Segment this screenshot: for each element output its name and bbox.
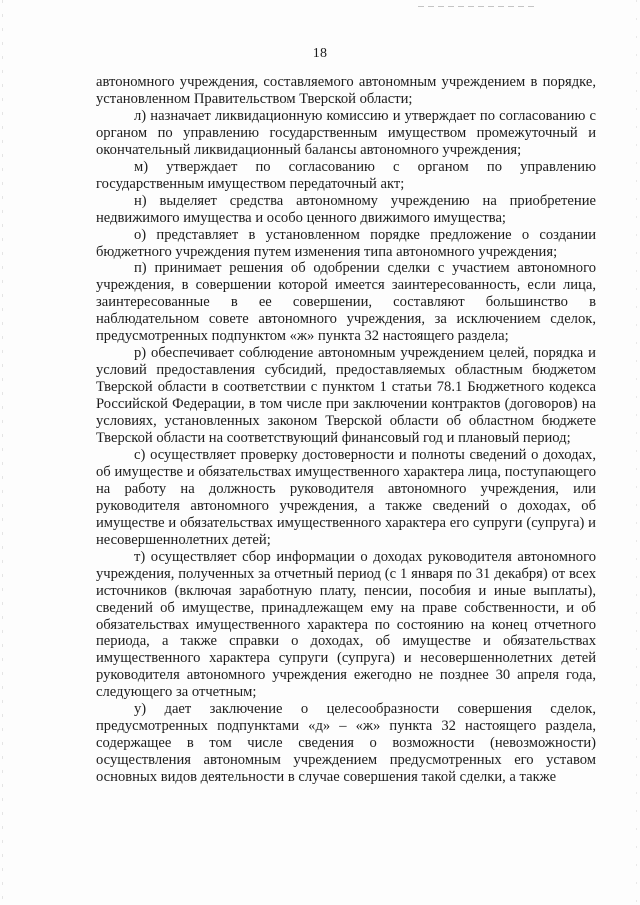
paragraph-l: л) назначает ликвидационную комиссию и утверждает по согласованию с органом по управлению государственным имуществом промежуточный и окончательный ликвидационный балансы автономного учреждения;	[96, 107, 596, 158]
paragraph-r: р) обеспечивает соблюдение автономным учреждением целей, порядка и условий предоставления субсидий, предоставляемых областным бюджетом Тверской области в соответствии с пунктом 1 статьи 78.1 Бюджетного кодекса Российской Федерации, в том числе при заключении контрактов (договоров) на условиях, установленных законом Тверской области об областном бюджете Тверской области на соответствующий финансовый год и плановый период;	[96, 345, 596, 447]
paragraph-u: у) дает заключение о целесообразности совершения сделок, предусмотренных подпунктами «д» – «ж» пункта 32 настоящего раздела, содержащее в том числе сведения о возможности (невозможности) осуществления автономным учреждением предусмотренных его уставом основных видов деятельности в случае совершения такой сделки, а также	[96, 701, 596, 786]
paragraph-s: с) осуществляет проверку достоверности и полноты сведений о доходах, об имуществе и обязательствах имущественного характера лица, поступающего на работу на должность руководителя автономного учреждения, или руководителя автономного учреждения, а также сведений о доходах, об имуществе и обязательствах имущественного характера его супруги (супруга) и несовершеннолетних детей;	[96, 446, 596, 548]
paragraph-m: м) утверждает по согласованию с органом по управлению государственным имуществом передаточный акт;	[96, 158, 596, 192]
paragraph-p: п) принимает решения об одобрении сделки с участием автономного учреждения, в совершении которой имеется заинтересованность, если лица, заинтересованные в ее совершении, составляют большинство в наблюдательном совете автономного учреждения, за исключением сделок, предусмотренных подпунктом «ж» пункта 32 настоящего раздела;	[96, 260, 596, 345]
scan-artifact-top	[418, 6, 538, 7]
document-body	[96, 74, 596, 786]
scan-artifact-right	[636, 0, 637, 905]
page-number: 18	[312, 46, 328, 61]
paragraph-o: о) представляет в установленном порядке предложение о создании бюджетного учреждения путем изменения типа автономного учреждения;	[96, 226, 596, 260]
paragraph-t: т) осуществляет сбор информации о доходах руководителя автономного учреждения, полученных за отчетный период (с 1 января по 31 декабря) от всех источников (включая заработную плату, пенсии, пособия и иные выплаты), сведений об имуществе, принадлежащем ему на праве собственности, и об обязательствах имущественного характера по состоянию на конец отчетного периода, а также справки о доходах, об имуществе и обязательствах имущественного характера супруги (супруга) и несовершеннолетних детей руководителя автономного учреждения ежегодно не позднее 30 апреля года, следующего за отчетным;	[96, 548, 596, 701]
paragraph-continuation: автономного учреждения, составляемого автономным учреждением в порядке, установленном Правительством Тверской области;	[96, 74, 596, 107]
scan-artifact-left	[2, 0, 3, 905]
paragraph-n: н) выделяет средства автономному учреждению на приобретение недвижимого имущества и особо ценного движимого имущества;	[96, 192, 596, 226]
